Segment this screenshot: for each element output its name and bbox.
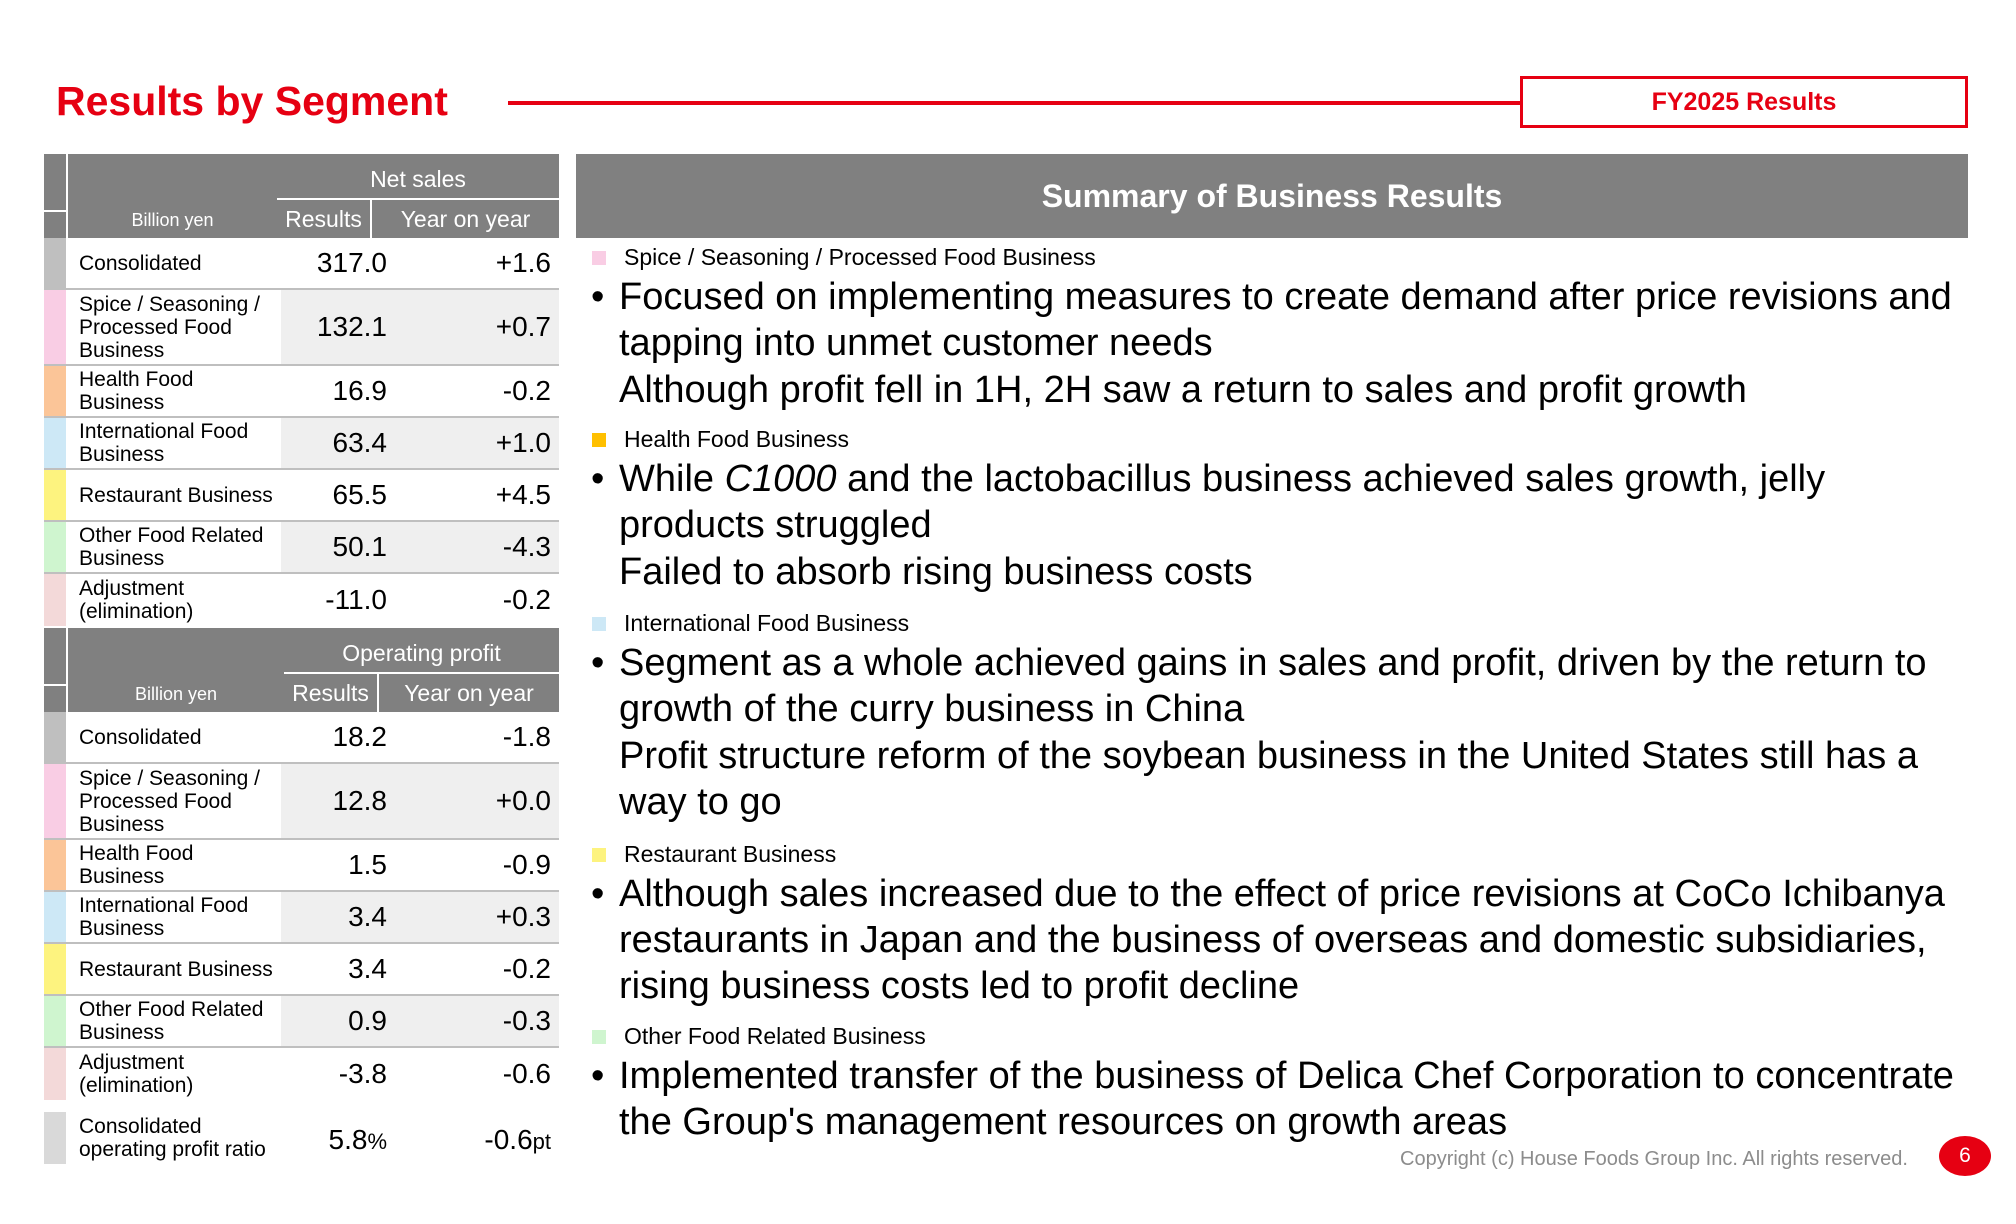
row-yoy: +0.3 [495, 901, 551, 932]
segment-swatch [44, 470, 66, 520]
row-results: -3.8 [338, 1058, 387, 1089]
header-divider [44, 684, 66, 686]
table-row [44, 366, 559, 418]
category-international [592, 610, 909, 637]
category-spice [592, 244, 1096, 271]
segment-swatch [44, 840, 66, 890]
table-row [44, 892, 559, 944]
summary-paragraph [591, 640, 1971, 825]
header-divider [44, 210, 66, 212]
col-results-header: Results [292, 680, 369, 706]
summary-text: While [619, 458, 725, 500]
summary-line: Focused on implementing measures to create demand after price revisions and tapping into unmet customer needs [619, 276, 1952, 364]
table-row [44, 840, 559, 892]
table-row [44, 470, 559, 522]
segment-swatch [44, 944, 66, 994]
row-yoy: -0.9 [502, 849, 551, 880]
summary-line: Although sales increased due to the effect of price revisions at CoCo Ichibanya restaurants in Japan and the business of overseas and domestic subsidiaries, rising business costs led to profit decline [619, 873, 1945, 1007]
row-yoy: +4.5 [495, 479, 551, 510]
summary-header: Summary of Business Results [576, 154, 1968, 238]
ratio-results-unit: % [367, 1129, 387, 1154]
segment-swatch [44, 764, 66, 838]
ratio-yoy [387, 1112, 559, 1164]
category-label: Restaurant Business [624, 841, 837, 867]
operating-profit-table-header [44, 628, 559, 712]
table-row [44, 996, 559, 1048]
segment-swatch [44, 522, 66, 572]
category-swatch [592, 617, 606, 631]
segment-swatch [44, 290, 66, 364]
row-results: 317.0 [316, 247, 387, 278]
unit-label: Billion yen [131, 210, 214, 230]
summary-line: Implemented transfer of the business of Delica Chef Corporation to concentrate the Group's management resources on growth areas [619, 1055, 1954, 1143]
row-yoy: -4.3 [502, 531, 551, 562]
row-label: Spice / Seasoning / Processed Food Business [79, 766, 260, 836]
segment-swatch [44, 712, 66, 762]
segment-swatch [44, 1048, 66, 1100]
unit-label: Billion yen [134, 684, 218, 704]
product-name: C1000 [724, 458, 837, 500]
row-yoy: -1.8 [502, 721, 551, 752]
summary-paragraph [591, 274, 1971, 413]
row-label: Other Food Related Business [79, 524, 264, 570]
ratio-label: Consolidated operating profit ratio [79, 1115, 266, 1161]
category-label: Spice / Seasoning / Processed Food Business [624, 244, 1096, 270]
row-label: International Food Business [79, 894, 249, 940]
col-yoy-header: Year on year [400, 206, 531, 232]
segment-swatch [44, 574, 66, 626]
bullet: • [591, 873, 605, 915]
op-profit-group-header: Operating profit [342, 640, 501, 666]
category-label: International Food Business [624, 610, 910, 636]
page-title: Results by Segment [56, 78, 448, 124]
row-yoy: +0.0 [495, 785, 551, 816]
bullet: • [591, 1055, 605, 1097]
segment-swatch [44, 1112, 66, 1164]
summary-line: Although profit fell in 1H, 2H saw a return to sales and profit growth [619, 369, 1747, 411]
category-other [592, 1023, 926, 1050]
table-row [44, 764, 559, 840]
category-swatch [592, 848, 606, 862]
net-sales-table [44, 154, 559, 626]
table-row [44, 418, 559, 470]
row-yoy: +0.7 [495, 311, 551, 342]
ratio-yoy-value: -0.6 [484, 1124, 533, 1155]
row-yoy: -0.2 [502, 584, 551, 615]
category-swatch [592, 1030, 606, 1044]
row-label: Health Food Business [79, 368, 194, 414]
table-row [44, 1048, 559, 1100]
summary-text: and the lactobacillus business achieved sales growth, jelly products struggled [619, 458, 1826, 546]
row-results: 3.4 [348, 901, 387, 932]
row-yoy: +1.6 [495, 247, 551, 278]
row-yoy: -0.6 [502, 1058, 551, 1089]
summary-line: Segment as a whole achieved gains in sales and profit, driven by the return to growth of the curry business in China [619, 642, 1927, 730]
table-row [44, 712, 559, 764]
row-results: 3.4 [348, 953, 387, 984]
bullet: • [591, 458, 605, 500]
net-sales-table-header [44, 154, 559, 238]
category-health [592, 426, 849, 453]
page-number: 6 [1939, 1136, 1991, 1176]
bullet: • [591, 642, 605, 684]
row-label: Health Food Business [79, 842, 194, 888]
table-row [44, 290, 559, 366]
ratio-results [281, 1112, 387, 1164]
table-row [44, 944, 559, 996]
bullet: • [591, 276, 605, 318]
table-row [44, 522, 559, 574]
segment-swatch [44, 418, 66, 468]
category-label: Health Food Business [624, 426, 850, 452]
row-label: Restaurant Business [79, 483, 273, 507]
row-label: Other Food Related Business [79, 998, 264, 1044]
row-results: 63.4 [332, 427, 387, 458]
row-label: Spice / Seasoning / Processed Food Business [79, 292, 260, 362]
row-yoy: +1.0 [495, 427, 551, 458]
row-results: 65.5 [332, 479, 387, 510]
col-yoy-header: Year on year [404, 680, 534, 706]
net-sales-group-header: Net sales [370, 166, 466, 192]
category-label: Other Food Related Business [624, 1023, 926, 1049]
row-results: 50.1 [332, 531, 387, 562]
operating-profit-table [44, 628, 559, 1164]
row-results: 18.2 [332, 721, 387, 752]
summary-line: Failed to absorb rising business costs [619, 551, 1253, 593]
ratio-row [44, 1112, 559, 1164]
row-yoy: -0.2 [502, 953, 551, 984]
row-results: 132.1 [316, 311, 387, 342]
category-restaurant [592, 841, 836, 868]
row-results: -11.0 [325, 584, 387, 615]
summary-line: Profit structure reform of the soybean business in the United States still has a way to go [619, 735, 1918, 823]
category-swatch [592, 433, 606, 447]
summary-paragraph [591, 871, 1971, 1009]
segment-swatch [44, 892, 66, 942]
row-label: Consolidated [79, 725, 202, 749]
row-yoy: -0.2 [502, 375, 551, 406]
copyright-footer: Copyright (c) House Foods Group Inc. All rights reserved. [1400, 1148, 1908, 1170]
table-row [44, 238, 559, 290]
summary-line [619, 456, 1971, 548]
summary-paragraph [591, 1053, 1971, 1145]
row-results: 0.9 [348, 1005, 387, 1036]
col-results-header: Results [285, 206, 362, 232]
row-results: 12.8 [332, 785, 387, 816]
category-swatch [592, 251, 606, 265]
row-label: Adjustment (elimination) [79, 1051, 194, 1097]
row-results: 16.9 [332, 375, 387, 406]
table-row [44, 574, 559, 626]
row-label: Restaurant Business [79, 957, 273, 981]
header-divider [277, 198, 559, 200]
fy-results-badge: FY2025 Results [1520, 76, 1968, 128]
ratio-yoy-unit: pt [532, 1129, 551, 1154]
row-yoy: -0.3 [502, 1005, 551, 1036]
segment-swatch [44, 996, 66, 1046]
title-divider [508, 101, 1523, 105]
segment-swatch [44, 238, 66, 288]
summary-paragraph [591, 456, 1971, 595]
ratio-results-value: 5.8 [328, 1124, 368, 1155]
header-divider [284, 672, 559, 674]
row-label: Consolidated [79, 251, 202, 275]
segment-swatch [44, 366, 66, 416]
row-label: International Food Business [79, 420, 249, 466]
row-results: 1.5 [348, 849, 387, 880]
row-label: Adjustment (elimination) [79, 577, 194, 623]
